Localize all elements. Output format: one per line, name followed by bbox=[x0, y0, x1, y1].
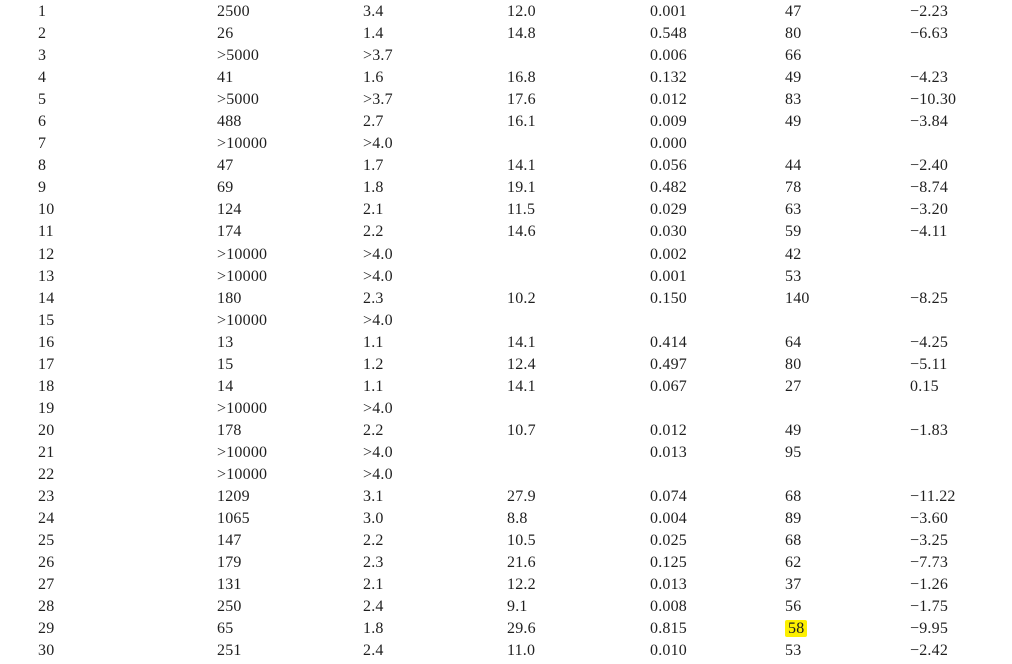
table-row bbox=[38, 288, 1012, 310]
table-cell: 2.2 bbox=[363, 421, 384, 439]
table-row bbox=[38, 508, 1012, 530]
table-cell: >10000 bbox=[217, 245, 268, 263]
table-cell: 0.006 bbox=[650, 47, 687, 65]
table-cell: 0.056 bbox=[650, 157, 687, 175]
table-cell: >4.0 bbox=[363, 466, 393, 483]
table-cell: 1209 bbox=[217, 488, 250, 506]
table-cell: 17.6 bbox=[507, 91, 536, 109]
table-cell: 41 bbox=[217, 69, 234, 87]
table-cell: 2.4 bbox=[363, 598, 384, 616]
row-number-cell: 29 bbox=[38, 620, 55, 638]
table-cell: −2.42 bbox=[910, 642, 949, 660]
table-cell: 63 bbox=[785, 201, 802, 219]
table-cell: 95 bbox=[785, 443, 802, 461]
table-cell: 1.1 bbox=[363, 377, 384, 395]
table-cell: 2.3 bbox=[363, 554, 384, 572]
table-cell: −2.40 bbox=[910, 157, 949, 175]
table-cell: 3.4 bbox=[363, 3, 384, 21]
table-row bbox=[38, 530, 1012, 552]
table-cell: −4.23 bbox=[910, 69, 949, 87]
row-number-cell: 30 bbox=[38, 642, 55, 660]
table-cell: 0.012 bbox=[650, 421, 687, 439]
table-cell: 14.8 bbox=[507, 25, 536, 43]
table-cell: 124 bbox=[217, 201, 242, 219]
table-cell: 16.1 bbox=[507, 113, 536, 131]
table-row bbox=[38, 1, 1012, 23]
table-cell: >4.0 bbox=[363, 245, 393, 263]
table-row bbox=[38, 23, 1012, 45]
table-cell: 2.7 bbox=[363, 113, 384, 131]
row-number-cell: 25 bbox=[38, 532, 55, 550]
table-cell: 49 bbox=[785, 113, 802, 131]
table-cell: 53 bbox=[785, 642, 802, 660]
table-cell: 0.548 bbox=[650, 25, 687, 43]
table-cell: −4.25 bbox=[910, 333, 949, 351]
table-cell: 65 bbox=[217, 620, 234, 638]
table-cell: >5000 bbox=[217, 91, 260, 109]
table-cell: 0.009 bbox=[650, 113, 687, 131]
table-row bbox=[38, 640, 1012, 662]
table-row bbox=[38, 133, 1012, 155]
table-row bbox=[38, 244, 1012, 266]
table-cell: 89 bbox=[785, 510, 802, 528]
table-row bbox=[38, 596, 1012, 618]
table-cell: 14.1 bbox=[507, 377, 536, 395]
table-row bbox=[38, 221, 1012, 243]
row-number-cell: 26 bbox=[38, 554, 55, 572]
table-cell: 1.8 bbox=[363, 179, 384, 197]
table-cell: 0.002 bbox=[650, 245, 687, 263]
table-cell: 0.497 bbox=[650, 355, 687, 373]
table-row bbox=[38, 420, 1012, 442]
table-row bbox=[38, 266, 1012, 288]
row-number-cell: 7 bbox=[38, 135, 47, 153]
table-cell: −8.74 bbox=[910, 179, 949, 197]
table-row bbox=[38, 486, 1012, 508]
table-cell: 2.1 bbox=[363, 201, 384, 219]
table-row bbox=[38, 574, 1012, 596]
table-cell: 0.029 bbox=[650, 201, 687, 219]
table-cell: >10000 bbox=[217, 466, 268, 483]
table-cell: 12.4 bbox=[507, 355, 536, 373]
table-cell: 14.6 bbox=[507, 223, 536, 241]
table-cell: −6.63 bbox=[910, 25, 949, 43]
table-cell: 1.2 bbox=[363, 355, 384, 373]
table-row bbox=[38, 89, 1012, 111]
row-number-cell: 11 bbox=[38, 223, 54, 241]
table-cell: 59 bbox=[785, 223, 802, 241]
table-cell: >4.0 bbox=[363, 443, 393, 461]
table-cell: 56 bbox=[785, 598, 802, 616]
table-cell: 19.1 bbox=[507, 179, 536, 197]
highlighted-value: 58 bbox=[785, 620, 807, 637]
table-cell: −11.22 bbox=[910, 488, 956, 506]
table-cell: 1.8 bbox=[363, 620, 384, 638]
row-number-cell: 23 bbox=[38, 488, 55, 506]
table-row bbox=[38, 177, 1012, 199]
table-cell: −8.25 bbox=[910, 289, 949, 307]
table-row bbox=[38, 618, 1012, 640]
table-cell: 14.1 bbox=[507, 333, 536, 351]
table-cell: 2.3 bbox=[363, 289, 384, 307]
table-row bbox=[38, 111, 1012, 133]
table-cell: 83 bbox=[785, 91, 802, 109]
table-cell: 11.5 bbox=[507, 201, 536, 219]
table-cell: −2.23 bbox=[910, 3, 949, 21]
table-cell: 47 bbox=[785, 3, 802, 21]
table-cell: 14 bbox=[217, 377, 234, 395]
row-number-cell: 1 bbox=[38, 3, 47, 21]
table-cell: 11.0 bbox=[507, 642, 536, 660]
row-number-cell: 24 bbox=[38, 510, 55, 528]
table-row bbox=[38, 442, 1012, 464]
table-row bbox=[38, 332, 1012, 354]
table-cell: 0.000 bbox=[650, 135, 687, 153]
row-number-cell: 12 bbox=[38, 245, 55, 263]
table-cell: 37 bbox=[785, 576, 802, 594]
row-number-cell: 2 bbox=[38, 25, 47, 43]
row-number-cell: 15 bbox=[38, 311, 55, 329]
table-cell: 0.004 bbox=[650, 510, 687, 528]
table-row bbox=[38, 398, 1012, 420]
table-cell: 178 bbox=[217, 421, 242, 439]
table-cell: 8.8 bbox=[507, 510, 528, 528]
table-cell: 131 bbox=[217, 576, 242, 594]
table-row bbox=[38, 45, 1012, 67]
row-number-cell: 14 bbox=[38, 289, 55, 307]
table-row bbox=[38, 552, 1012, 574]
table-cell: −3.20 bbox=[910, 201, 949, 219]
row-number-cell: 16 bbox=[38, 333, 55, 351]
table-cell: 16.8 bbox=[507, 69, 536, 87]
table-cell: 250 bbox=[217, 598, 242, 616]
table-cell: 0.482 bbox=[650, 179, 687, 197]
row-number-cell: 4 bbox=[38, 69, 47, 87]
table-cell: 15 bbox=[217, 355, 234, 373]
table-cell: −4.11 bbox=[910, 223, 948, 241]
table-cell: 0.150 bbox=[650, 289, 687, 307]
table-cell: 0.15 bbox=[910, 377, 939, 395]
table-cell: 2.4 bbox=[363, 642, 384, 660]
table-cell: 1.4 bbox=[363, 25, 384, 43]
table-cell: 14.1 bbox=[507, 157, 536, 175]
table-cell: 0.074 bbox=[650, 488, 687, 506]
table-cell: 0.013 bbox=[650, 443, 687, 461]
table-cell: 488 bbox=[217, 113, 242, 131]
table-cell: 68 bbox=[785, 488, 802, 506]
table-cell: 0.125 bbox=[650, 554, 687, 572]
table-cell: >5000 bbox=[217, 47, 260, 65]
table-cell: 0.010 bbox=[650, 642, 687, 660]
table-cell: 78 bbox=[785, 179, 802, 197]
row-number-cell: 18 bbox=[38, 377, 55, 395]
table-cell: >3.7 bbox=[363, 91, 393, 109]
table-cell: 2500 bbox=[217, 3, 250, 21]
table-cell: 13 bbox=[217, 333, 234, 351]
table-cell: −1.26 bbox=[910, 576, 949, 594]
table-cell: >4.0 bbox=[363, 399, 393, 417]
table-cell: 147 bbox=[217, 532, 242, 550]
row-number-cell: 22 bbox=[38, 466, 55, 483]
table-cell: 140 bbox=[785, 289, 810, 307]
table-cell: 0.001 bbox=[650, 267, 687, 285]
table-cell: >4.0 bbox=[363, 311, 393, 329]
table-cell: 10.5 bbox=[507, 532, 536, 550]
table-row bbox=[38, 354, 1012, 376]
table-cell: 27 bbox=[785, 377, 802, 395]
table-cell: −1.75 bbox=[910, 598, 949, 616]
table-row bbox=[38, 376, 1012, 398]
table-cell: 0.132 bbox=[650, 69, 687, 87]
table-cell: >10000 bbox=[217, 399, 268, 417]
table-cell: 49 bbox=[785, 421, 802, 439]
table-cell: 12.2 bbox=[507, 576, 536, 594]
table-cell: >4.0 bbox=[363, 267, 393, 285]
table-cell: 174 bbox=[217, 223, 242, 241]
table-cell: 1.6 bbox=[363, 69, 384, 87]
table-cell: 12.0 bbox=[507, 3, 536, 21]
table-cell: 10.2 bbox=[507, 289, 536, 307]
table-cell: 0.815 bbox=[650, 620, 687, 638]
table-cell: >3.7 bbox=[363, 47, 393, 65]
table-cell: −3.84 bbox=[910, 113, 949, 131]
row-number-cell: 28 bbox=[38, 598, 55, 616]
table-cell: 68 bbox=[785, 532, 802, 550]
table-row bbox=[38, 310, 1012, 332]
table-cell: 2.2 bbox=[363, 532, 384, 550]
table-cell: 0.001 bbox=[650, 3, 687, 21]
table-cell: 42 bbox=[785, 245, 802, 263]
table-cell: 26 bbox=[217, 25, 234, 43]
table-cell: −5.11 bbox=[910, 355, 948, 373]
row-number-cell: 3 bbox=[38, 47, 47, 65]
table-cell: 66 bbox=[785, 47, 802, 65]
table-cell: 0.067 bbox=[650, 377, 687, 395]
table-cell: >10000 bbox=[217, 267, 268, 285]
row-number-cell: 27 bbox=[38, 576, 55, 594]
table-cell: 3.1 bbox=[363, 488, 384, 506]
table-cell: >10000 bbox=[217, 443, 268, 461]
row-number-cell: 10 bbox=[38, 201, 55, 219]
table-cell: 21.6 bbox=[507, 554, 536, 572]
table-cell: 0.025 bbox=[650, 532, 687, 550]
row-number-cell: 9 bbox=[38, 179, 47, 197]
table-cell: 0.013 bbox=[650, 576, 687, 594]
table-cell: 2.1 bbox=[363, 576, 384, 594]
table-cell: 29.6 bbox=[507, 620, 536, 638]
table-cell: −10.30 bbox=[910, 91, 957, 109]
table-row bbox=[38, 155, 1012, 177]
table-cell bbox=[785, 620, 910, 638]
row-number-cell: 5 bbox=[38, 91, 47, 109]
table-cell: 53 bbox=[785, 267, 802, 285]
table-cell: 0.012 bbox=[650, 91, 687, 109]
row-number-cell: 21 bbox=[38, 443, 55, 461]
table-cell: 0.008 bbox=[650, 598, 687, 616]
table-cell: 3.0 bbox=[363, 510, 384, 528]
table-cell: −7.73 bbox=[910, 554, 949, 572]
table-cell: >10000 bbox=[217, 135, 268, 153]
table-cell: 10.7 bbox=[507, 421, 536, 439]
table-cell: 49 bbox=[785, 69, 802, 87]
table-cell: 1.7 bbox=[363, 157, 384, 175]
table-cell: 69 bbox=[217, 179, 234, 197]
table-cell: −3.60 bbox=[910, 510, 949, 528]
row-number-cell: 8 bbox=[38, 157, 47, 175]
table-cell: 180 bbox=[217, 289, 242, 307]
table-row bbox=[38, 67, 1012, 89]
table-cell: 0.030 bbox=[650, 223, 687, 241]
table-cell: 1.1 bbox=[363, 333, 384, 351]
table-cell: 62 bbox=[785, 554, 802, 572]
table-row bbox=[38, 199, 1012, 221]
row-number-cell: 19 bbox=[38, 399, 55, 417]
table-cell: 64 bbox=[785, 333, 802, 351]
table-cell: −1.83 bbox=[910, 421, 949, 439]
table-cell: 80 bbox=[785, 25, 802, 43]
table-cell: >10000 bbox=[217, 311, 268, 329]
table-cell: 27.9 bbox=[507, 488, 536, 506]
table-cell: −9.95 bbox=[910, 620, 949, 638]
table-cell: 1065 bbox=[217, 510, 250, 528]
table-cell: 2.2 bbox=[363, 223, 384, 241]
table-cell: 179 bbox=[217, 554, 242, 572]
row-number-cell: 20 bbox=[38, 421, 55, 439]
row-number-cell: 6 bbox=[38, 113, 47, 131]
table-cell: −3.25 bbox=[910, 532, 949, 550]
table-row bbox=[38, 464, 1012, 486]
row-number-cell: 13 bbox=[38, 267, 55, 285]
row-number-cell: 17 bbox=[38, 355, 55, 373]
table-cell: >4.0 bbox=[363, 135, 393, 153]
table-cell: 9.1 bbox=[507, 598, 528, 616]
table-cell: 0.414 bbox=[650, 333, 687, 351]
table-cell: 251 bbox=[217, 642, 242, 660]
table-cell: 47 bbox=[217, 157, 234, 175]
table-cell: 80 bbox=[785, 355, 802, 373]
table-cell: 44 bbox=[785, 157, 802, 175]
